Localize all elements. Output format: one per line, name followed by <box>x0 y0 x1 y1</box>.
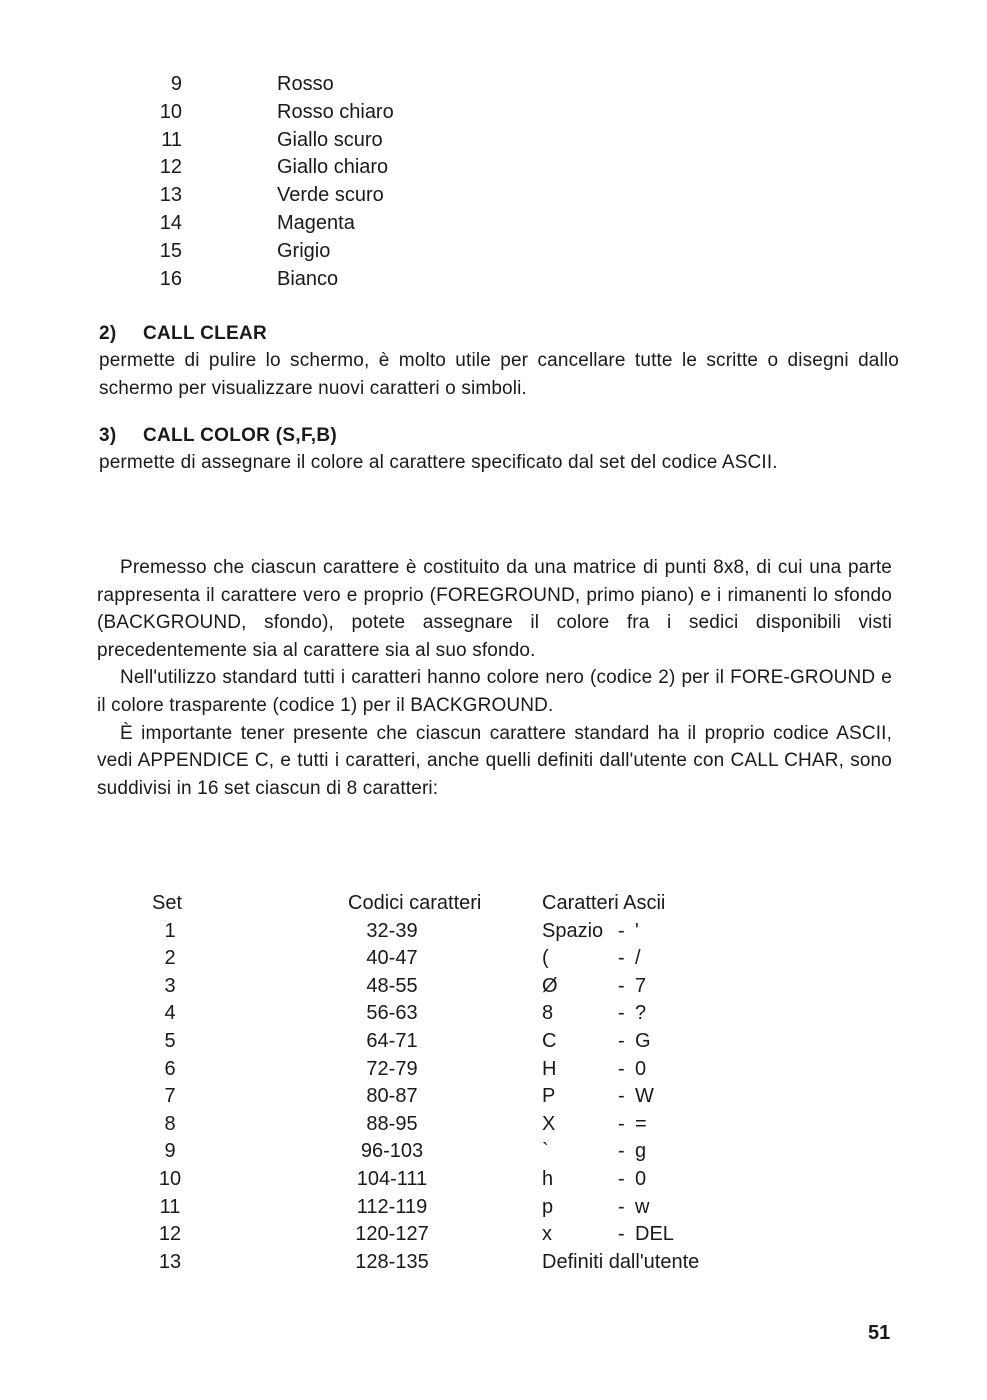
char-codes: 56-63 <box>366 1002 418 1025</box>
set-number: 2 <box>164 947 176 970</box>
ascii-end: w <box>635 1195 650 1218</box>
char-codes: 72-79 <box>366 1057 418 1080</box>
ascii-end: g <box>635 1140 647 1163</box>
table-header-row <box>152 890 772 918</box>
color-name: Giallo chiaro <box>277 156 389 179</box>
section-number: 2) <box>99 323 117 344</box>
color-code: 11 <box>161 128 182 151</box>
section-body: permette di assegnare il colore al carattere specificato dal set del codice ASCII. <box>99 452 778 473</box>
ascii-dash: - <box>618 1057 625 1080</box>
character-set-table <box>152 890 772 1276</box>
header-set: Set <box>152 892 183 914</box>
char-codes: 96-103 <box>360 1140 424 1163</box>
table-row <box>152 1138 772 1166</box>
ascii-dash: - <box>618 1140 625 1163</box>
ascii-dash: - <box>618 919 625 942</box>
ascii-start: ` <box>542 1140 549 1163</box>
ascii-dash: - <box>618 1029 625 1052</box>
table-row <box>152 1083 772 1111</box>
char-codes: 64-71 <box>366 1029 418 1052</box>
set-number: 5 <box>164 1029 176 1052</box>
ascii-start: x <box>542 1223 552 1246</box>
ascii-dash: - <box>618 974 625 997</box>
paragraph: Nell'utilizzo standard tutti i caratteri hanno colore nero (codice 2) per il FORE-GROUND e il colore trasparente (codice 1) per il BACKGROUND. <box>97 667 892 716</box>
ascii-end: 0 <box>635 1057 647 1080</box>
ascii-start: P <box>542 1085 556 1108</box>
char-codes: 112-119 <box>356 1195 428 1218</box>
color-code: 16 <box>159 267 182 290</box>
color-name: Rosso chiaro <box>277 100 394 123</box>
set-number: 8 <box>164 1112 176 1135</box>
color-name: Magenta <box>277 211 355 234</box>
char-codes: 88-95 <box>366 1112 418 1135</box>
ascii-start: h <box>542 1167 554 1190</box>
header-ascii: Caratteri Ascii <box>542 892 666 914</box>
ascii-end: ? <box>635 1002 647 1025</box>
set-number: 6 <box>164 1057 176 1080</box>
char-codes: 128-135 <box>355 1250 429 1273</box>
char-codes: 40-47 <box>366 947 418 970</box>
section-title: CALL COLOR (S,F,B) <box>143 425 337 446</box>
set-number: 11 <box>159 1195 181 1218</box>
table-row <box>152 945 772 973</box>
table-row <box>152 1194 772 1222</box>
set-number: 3 <box>164 974 176 997</box>
ascii-dash: - <box>618 1085 625 1108</box>
char-codes: 120-127 <box>355 1223 429 1246</box>
color-code: 10 <box>159 100 182 123</box>
section-call-color <box>99 422 899 477</box>
ascii-start: H <box>542 1057 557 1080</box>
char-codes: 48-55 <box>366 974 418 997</box>
ascii-end: = <box>635 1112 647 1135</box>
char-codes: 104-111 <box>356 1167 428 1190</box>
ascii-end: W <box>635 1085 654 1108</box>
paragraph: È importante tener presente che ciascun carattere standard ha il proprio codice ASCII, vedi APPENDICE C, e tutti i caratteri, anche quelli definiti dall'utente con CALL CHAR, sono suddivisi in 16 set ciascun di 8 caratteri: <box>97 722 892 799</box>
ascii-dash: - <box>618 1002 625 1025</box>
color-code: 14 <box>159 211 182 234</box>
section-body: permette di pulire lo schermo, è molto utile per cancellare tutte le scritte o disegni dallo schermo per visualizzare nuovi caratteri o simboli. <box>99 350 899 399</box>
ascii-start: Definiti dall'utente <box>542 1250 700 1273</box>
set-number: 4 <box>164 1002 176 1025</box>
table-row <box>152 1221 772 1249</box>
ascii-dash: - <box>618 1223 625 1246</box>
table-row <box>152 1249 772 1277</box>
set-number: 7 <box>164 1085 176 1108</box>
section-number: 3) <box>99 425 117 446</box>
ascii-end: / <box>635 947 641 970</box>
body-paragraphs <box>97 554 892 802</box>
ascii-start: 8 <box>542 1002 554 1025</box>
table-row <box>152 973 772 1001</box>
header-codes: Codici caratteri <box>348 892 482 914</box>
color-name: Bianco <box>277 267 339 290</box>
ascii-start: p <box>542 1195 554 1218</box>
color-name: Rosso <box>277 73 334 95</box>
ascii-end: DEL <box>635 1223 674 1246</box>
set-number: 13 <box>158 1250 182 1273</box>
table-row <box>152 1056 772 1084</box>
ascii-start: ( <box>542 947 549 970</box>
char-codes: 80-87 <box>366 1085 418 1108</box>
color-code: 15 <box>159 239 182 262</box>
paragraph: Premesso che ciascun carattere è costituito da una matrice di punti 8x8, di cui una parte rappresenta il carattere vero e proprio (FOREGROUND, primo piano) e i rimanenti lo sfondo (BACKGROUND, sfondo), potete assegnare il colore fra i sedici disponibili visti precedentemente sia al carattere sia al suo sfondo. <box>97 557 892 661</box>
ascii-start: Spazio <box>542 919 604 942</box>
color-code: 9 <box>170 73 182 95</box>
section-heading <box>99 422 899 449</box>
ascii-start: C <box>542 1029 557 1052</box>
set-number: 1 <box>164 919 176 942</box>
ascii-start: Ø <box>542 974 558 997</box>
table-row <box>152 1166 772 1194</box>
ascii-end: 0 <box>635 1167 647 1190</box>
ascii-end: ' <box>635 919 639 942</box>
table-row <box>152 918 772 946</box>
section-title: CALL CLEAR <box>143 323 268 344</box>
table-row <box>152 1000 772 1028</box>
char-codes: 32-39 <box>366 919 418 942</box>
ascii-start: X <box>542 1112 556 1135</box>
ascii-dash: - <box>618 1195 625 1218</box>
color-code: 13 <box>159 184 182 207</box>
ascii-dash: - <box>618 1167 625 1190</box>
ascii-dash: - <box>618 1112 625 1135</box>
color-name: Grigio <box>277 239 331 262</box>
page-number: 51 <box>868 1322 891 1344</box>
set-number: 10 <box>158 1167 182 1190</box>
section-call-clear <box>99 320 899 402</box>
set-number: 9 <box>164 1140 176 1163</box>
set-number: 12 <box>158 1223 182 1246</box>
color-code: 12 <box>159 156 182 179</box>
section-heading <box>99 320 899 347</box>
ascii-dash: - <box>618 947 625 970</box>
table-body <box>152 918 772 1277</box>
ascii-end: 7 <box>635 974 647 997</box>
color-name: Giallo scuro <box>277 128 383 151</box>
ascii-end: G <box>635 1029 651 1052</box>
table-row <box>152 1111 772 1139</box>
table-row <box>152 1028 772 1056</box>
color-name: Verde scuro <box>277 184 384 207</box>
